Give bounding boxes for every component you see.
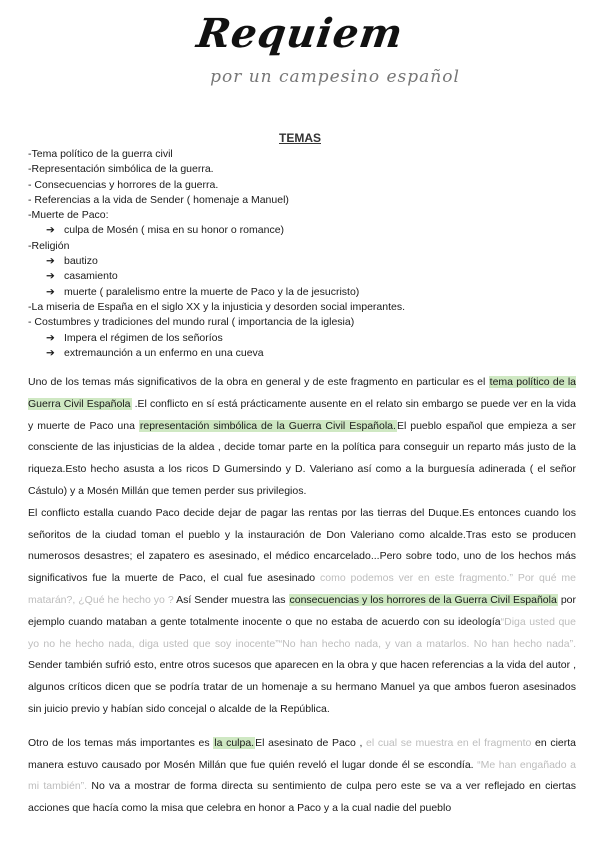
arrow-right-icon: ➔: [46, 331, 55, 344]
arrow-right-icon: ➔: [46, 270, 55, 283]
paragraph-text: El pueblo español que empieza a ser consciente de las injusticias de la aldea , decide tomar parte en la política para conseguir un reparto más justo de la riqueza.Esto hecho asusta a los ricos D Gumersindo y D. Valeriano así como a la burguesía adinerada ( el señor Cástulo) y a Mosén Millán que temen perder sus privilegios.: [28, 419, 576, 497]
paragraph-text: El conflicto estalla cuando Paco decide dejar de pagar las rentas por las tierras del Duque.Es entonces cuando los señoritos de la ciudad toman el pueblo y la instauración de Don Valeriano como alcalde.Tras esto se producen numerosos desastres; el zapatero es asesinado, el médico encarcelado...Pero sobre todo, uno de los hechos más significativos fue la muerte de Paco, el cual fue asesinado: [28, 506, 576, 585]
quote-text: “Diga usted que yo no he hecho nada, diga usted que soy inocente”“No han hecho nada, y van a matarlos. No han hecho nada”.: [28, 615, 576, 650]
body-paragraph: [28, 503, 576, 721]
title-block: [0, 8, 600, 88]
body-paragraph: [28, 733, 576, 820]
temas-item: [28, 331, 578, 346]
paragraph-text: Otro de los temas más importantes es: [28, 736, 214, 749]
quote-text: como podemos ver en este fragmento.” Por qué me matarán?, ¿Qué he hecho yo ?: [28, 572, 576, 606]
highlighted-text: la culpa.: [214, 736, 255, 749]
highlighted-text: tema político de la Guerra Civil Española: [28, 376, 577, 410]
paragraph-text: Así Sender muestra las: [176, 593, 289, 606]
temas-heading: TEMAS: [279, 131, 321, 145]
temas-item: [28, 208, 578, 223]
temas-list: [28, 147, 578, 361]
temas-item-text: -Tema político de la guerra civil: [28, 148, 173, 160]
paragraph-text: Uno de los temas más significativos de la obra en general y de este fragmento en particular es el: [28, 376, 489, 388]
temas-item: [28, 193, 578, 208]
arrow-right-icon: ➔: [46, 346, 55, 359]
highlighted-text: consecuencias y los horrores de la Guerra Civil Española: [289, 593, 557, 606]
temas-item-text: extremaunción a un enfermo en una cueva: [64, 346, 264, 359]
temas-item: [28, 178, 578, 193]
temas-item: [28, 285, 578, 300]
paragraph-text: en cierta manera estuvo causado por Mosén Millán que fue quién reveló el lugar donde él se escondía.: [28, 736, 576, 771]
temas-item-text: -La miseria de España en el siglo XX y la injusticia y desorden social imperantes.: [28, 300, 406, 313]
temas-item: [28, 300, 578, 315]
paragraph-text: Sender también sufrió esto, entre otros sucesos que aparecen en la obra y que hacen referencias a la vida del autor , algunos críticos dicen que se podría tratar de un homenaje a su hermano Manuel ya que ambos fueron asesinados sin juicio previo y habían sido concejal o alcalde de la República.: [28, 659, 576, 715]
arrow-right-icon: ➔: [46, 285, 55, 298]
paragraph-text: No va a mostrar de forma directa su sentimiento de culpa pero este se va a ver reflejado en ciertas acciones que hacía como la misa que celebra en honor a Paco y a la cual nadie del pueblo: [28, 780, 577, 815]
paragraph-text: por ejemplo cuando mataban a gente totalmente inocente o que no estaba de acuerdo con su ideología: [28, 593, 576, 628]
arrow-right-icon: ➔: [46, 224, 55, 237]
paragraph-text: El asesinato de Paco ,: [255, 736, 367, 749]
temas-item: [28, 254, 578, 269]
temas-item-text: -Religión: [28, 239, 70, 252]
temas-item: [28, 147, 578, 162]
body-paragraph: [28, 372, 576, 503]
temas-item: [28, 346, 578, 361]
temas-item: [28, 239, 578, 254]
temas-item-text: culpa de Mosén ( misa en su honor o romance): [64, 224, 285, 237]
temas-item: [28, 269, 578, 284]
temas-item-text: casamiento: [64, 270, 118, 283]
highlighted-text: representación simbólica de la Guerra Civil Española.: [139, 419, 396, 432]
paragraph-text: .El conflicto en sí está prácticamente ausente en el relato sin embargo se puede ver en la vida y muerte de Paco una: [28, 397, 576, 432]
temas-item: [28, 315, 578, 330]
temas-item-text: Impera el régimen de los señoríos: [64, 331, 223, 344]
temas-item-text: bautizo: [64, 255, 98, 268]
arrow-right-icon: ➔: [46, 255, 55, 268]
temas-item: [28, 223, 578, 238]
temas-item: [28, 162, 578, 177]
temas-item-text: -Representación simbólica de la guerra.: [28, 163, 214, 176]
quote-text: “Me han engañado a mi también”.: [28, 758, 576, 793]
document-title: Requiem: [193, 10, 407, 57]
temas-item-text: - Referencias a la vida de Sender ( homenaje a Manuel): [28, 193, 289, 206]
temas-item-text: - Costumbres y tradiciones del mundo rural ( importancia de la iglesia): [28, 316, 355, 329]
temas-item-text: - Consecuencias y horrores de la guerra.: [28, 178, 219, 191]
body-text: [28, 372, 576, 820]
temas-item-text: muerte ( paralelismo entre la muerte de Paco y la de jesucristo): [64, 285, 360, 298]
quote-text: el cual se muestra en el fragmento: [366, 736, 532, 749]
temas-item-text: -Muerte de Paco:: [28, 209, 109, 222]
document-subtitle: por un campesino español: [210, 67, 460, 87]
